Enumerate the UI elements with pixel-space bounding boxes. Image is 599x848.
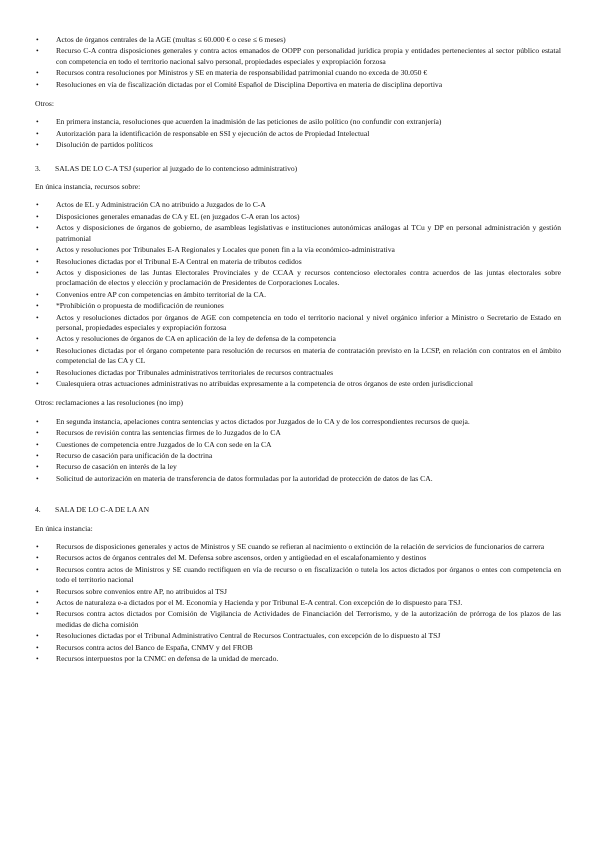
list-item: • En segunda instancia, apelaciones contra sentencias y actos dictados por Juzgados de lo CA y de los correspondientes recursos de queja.	[36, 416, 470, 426]
list-item: • Recursos contra actos dictados por Comisión de Vigilancia de Actividades de Financiación del Terrorismo, y de la autorización de prórroga de los plazos de las medidas de dicha comisión	[36, 609, 561, 629]
bullet: •	[36, 428, 39, 438]
bullet: •	[36, 334, 39, 344]
bullet: •	[36, 586, 39, 596]
section-number: 3.	[35, 163, 41, 173]
bullet: •	[36, 542, 39, 552]
list-item: • Actos y disposiciones de órganos de gobierno, de asambleas legislativas e instituciones autonómicas análogas al TCu y DP en personal administración y gestión patrimonial	[36, 223, 561, 243]
list-item: • Cuestiones de competencia entre Juzgados de lo CA con sede en la CA	[36, 439, 272, 449]
section-title: SALA DE LO C-A DE LA AN	[55, 505, 150, 515]
section-4-intro: En única instancia:	[35, 523, 93, 533]
list-item: • Actos y resoluciones por Tribunales E-A Regionales y Locales que ponen fin a la vía económico-administrativa	[36, 245, 395, 255]
list-item: • Actos y resoluciones dictados por órganos de AGE con competencia en todo el territorio nacional y nivel orgánico inferior a Ministro o Secretario de Estado en personal, propiedades especiales y expropiación forzosa	[36, 312, 561, 332]
bullet: •	[36, 473, 39, 483]
list-item: • Recurso C-A contra disposiciones generales y contra actos emanados de OOPP con personalidad jurídica propia y entidades pertenecientes al sector público estatal con competencia en todo el territorio nacional salvo personal, propiedades especiales y expropiación forzosa	[36, 46, 561, 66]
list-item: • Actos de EL y Administración CA no atribuido a Juzgados de lo C-A	[36, 200, 266, 210]
bullet: •	[36, 289, 39, 299]
list-item: • Solicitud de autorización en materia de transferencia de datos formuladas por la autoridad de protección de datos de las CA.	[36, 473, 433, 483]
bullet: •	[36, 211, 39, 221]
list-item: • Recursos actos de órganos centrales del M. Defensa sobre ascensos, orden y antigüedad en el escalafonamiento y destinos	[36, 553, 427, 563]
section-3-otros-label: Otros: reclamaciones a las resoluciones (no imp)	[35, 398, 184, 408]
bullet: •	[36, 654, 39, 664]
list-item: • Recursos contra actos de Ministros y SE cuando rectifiquen en vía de recurso o en fiscalización o tutela los actos dictados por órganos o entes con competencia en todo el territorio nacional	[36, 564, 561, 585]
list-item: • Actos y resoluciones de órganos de CA en aplicación de la ley de defensa de la competencia	[36, 334, 336, 344]
list-item: • Recurso de casación para unificación de la doctrina	[36, 451, 213, 460]
list-otros1	[0, 117, 599, 150]
bullet: •	[36, 128, 39, 138]
list-section3	[0, 200, 599, 389]
list-section4	[0, 542, 599, 664]
list-item: • Autorización para la identificación de responsable en SSI y ejecución de actos de Propiedad Intelectual	[36, 128, 370, 138]
bullet: •	[36, 631, 39, 641]
list-section3-otros	[0, 417, 599, 484]
section-subtitle: (superior al juzgado de lo contencioso administrativo)	[133, 163, 298, 173]
bullet: •	[36, 564, 39, 574]
bullet: •	[36, 367, 39, 377]
list-item: • Recursos contra actos del Banco de España, CNMV y del FROB	[36, 642, 253, 652]
section-4-heading	[0, 505, 599, 515]
bullet: •	[36, 451, 39, 460]
list-item: • Resoluciones dictadas por el órgano competente para resolución de recursos en materia de contratación previsto en la LCSP, en relación con contratos en el ámbito competencial de las CA y CL	[36, 345, 561, 366]
bullet: •	[36, 256, 39, 266]
otros-label: Otros:	[35, 99, 54, 109]
bullet: •	[36, 462, 39, 472]
list-item: • Actos de naturaleza e-a dictados por el M. Economía y Hacienda y por Tribunal E-A central. Con excepción de lo dispuesto para TSJ.	[36, 598, 463, 608]
list-item: • Resoluciones dictadas por el Tribunal Administrativo Central de Recursos Contractuales, con excepción de lo dispuesto al TSJ	[36, 631, 441, 641]
section-3-intro: En única instancia, recursos sobre:	[35, 182, 141, 192]
section-number: 4.	[35, 505, 41, 515]
list-item: • Actos y disposiciones de las Juntas Electorales Provinciales y de CCAA y recursos contencioso electorales contra acuerdos de las juntas electorales sobre proclamación de electos y elección y proclamación de Presidentes de Corporaciones Locales.	[36, 267, 561, 288]
bullet: •	[36, 378, 39, 388]
list-item: • Disolución de partidos políticos	[36, 140, 153, 150]
list-item: • Resoluciones dictadas por Tribunales administrativos territoriales de recursos contractuales	[36, 367, 334, 377]
bullet: •	[36, 46, 39, 56]
bullet: •	[36, 68, 39, 78]
list-item: • Recurso de casación en interés de la ley	[36, 462, 177, 472]
list-item: • Actos de órganos centrales de la AGE (multas ≤ 60.000 € o cese ≤ 6 meses)	[36, 35, 286, 44]
section-title: SALAS DE LO C-A TSJ	[55, 163, 132, 173]
bullet: •	[36, 200, 39, 210]
list-item: • Resoluciones en vía de fiscalización dictadas por el Comité Español de Disciplina Deportiva en materia de disciplina deportiva	[36, 79, 443, 89]
list-item: • Recursos de disposiciones generales y actos de Ministros y SE cuando se refieran al nacimiento o extinción de la relación de servicios de funcionarios de carrera	[36, 542, 545, 552]
bullet: •	[36, 267, 39, 277]
bullet: •	[36, 140, 39, 150]
bullet: •	[36, 642, 39, 652]
list-item: • Cualesquiera otras actuaciones administrativas no atribuidas expresamente a la competencia de otros órganos de este orden jurisdiccional	[36, 378, 473, 388]
section-3-heading	[0, 164, 599, 174]
list-item: • Recursos contra resoluciones por Ministros y SE en materia de responsabilidad patrimonial cuando no exceda de 30.050 €	[36, 68, 428, 78]
bullet: •	[36, 301, 39, 311]
bullet: •	[36, 609, 39, 619]
bullet: •	[36, 312, 39, 322]
list-item: • Disposiciones generales emanadas de CA y EL (en juzgados C-A eran los actos)	[36, 211, 300, 221]
list-item: • Recursos sobre convenios entre AP, no atribuidos al TSJ	[36, 586, 227, 596]
list-item: • En primera instancia, resoluciones que acuerden la inadmisión de las peticiones de asilo político (no confundir con extranjería)	[36, 117, 442, 127]
list-item: • Recursos de revisión contra las sentencias firmes de lo Juzgados de lo CA	[36, 428, 281, 438]
bullet: •	[36, 345, 39, 355]
bullet: •	[36, 553, 39, 563]
bullet: •	[36, 223, 39, 233]
bullet: •	[36, 35, 39, 44]
bullet: •	[36, 245, 39, 255]
bullet: •	[36, 79, 39, 89]
list-item: • Resoluciones dictadas por el Tribunal E-A Central en materia de tributos cedidos	[36, 256, 302, 266]
bullet: •	[36, 598, 39, 608]
list-item: • Recursos interpuestos por la CNMC en defensa de la unidad de mercado.	[36, 654, 279, 664]
bullet: •	[36, 439, 39, 449]
list-item: • *Prohibición o propuesta de modificación de reuniones	[36, 301, 224, 311]
bullet: •	[36, 117, 39, 127]
bullet: •	[36, 416, 39, 426]
list-item: • Convenios entre AP con competencias en ámbito territorial de la CA.	[36, 289, 266, 299]
list-block1	[0, 35, 599, 90]
